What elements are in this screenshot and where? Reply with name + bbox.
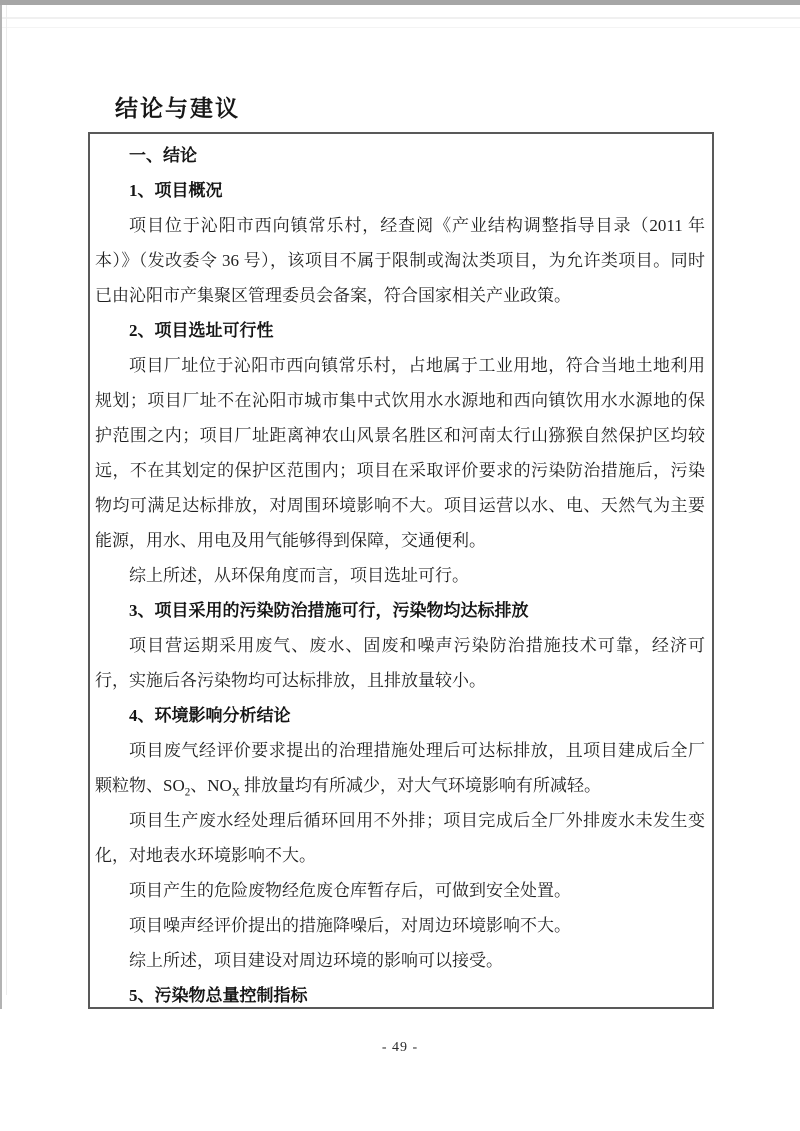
scan-line-left-faint — [6, 5, 7, 995]
heading-project-overview: 1、项目概况 — [129, 181, 223, 200]
heading-site-feasibility: 2、项目选址可行性 — [129, 321, 274, 340]
scan-line-faint-1 — [0, 17, 800, 19]
paragraph-site-feasibility: 项目厂址位于沁阳市西向镇常乐村，占地属于工业用地，符合当地土地利用规划；项目厂址不在沁阳市城市集中式饮用水水源地和西向镇饮用水水源地的保护范围之内；项目厂址距离神农山风景名胜区和河南太行山猕猴自然保护区均较远，不在其划定的保护区范围内；项目在采取评价要求的污染防治措施后，污染物均可满足达标排放，对周围环境影响不大。项目运营以水、电、天然气为主要能源，用水、用电及用气能够得到保障，交通便利。 — [95, 356, 705, 550]
chapter-title: 结论与建议 — [115, 95, 240, 121]
paragraph-hazardous-waste: 项目产生的危险废物经危废仓库暂存后，可做到安全处置。 — [129, 881, 571, 900]
page-number: - 49 - — [381, 1040, 419, 1055]
scan-edge-left — [0, 5, 2, 1009]
conclusion-content-box — [88, 132, 714, 1009]
heading-pollution-control: 3、项目采用的污染防治措施可行，污染物均达标排放 — [129, 601, 529, 620]
paragraph-site-summary: 综上所述，从环保角度而言，项目选址可行。 — [129, 566, 469, 585]
paragraph-impact-summary: 综上所述，项目建设对周边环境的影响可以接受。 — [129, 951, 503, 970]
scan-edge-top — [0, 0, 800, 5]
heading-total-amount-control: 5、污染物总量控制指标 — [129, 986, 308, 1005]
paragraph-noise-impact: 项目噪声经评价提出的措施降噪后，对周边环境影响不大。 — [129, 916, 571, 935]
paragraph-wastewater-impact: 项目生产废水经处理后循环回用不外排；项目完成后全厂外排废水未发生变化，对地表水环境影响不大。 — [95, 811, 705, 865]
heading-impact-analysis: 4、环境影响分析结论 — [129, 706, 291, 725]
paragraph-pollution-control: 项目营运期采用废气、废水、固废和噪声污染防治措施技术可靠，经济可行，实施后各污染物均可达标排放，且排放量较小。 — [95, 636, 705, 690]
paragraph-project-overview: 项目位于沁阳市西向镇常乐村，经查阅《产业结构调整指导目录（2011 年本）》（发改委令 36 号），该项目不属于限制或淘汰类项目，为允许类项目。同时已由沁阳市产集聚区管理委员会备案，符合国家相关产业政策。 — [95, 216, 705, 305]
scan-line-faint-2 — [0, 27, 800, 28]
heading-conclusion: 一、结论 — [129, 146, 197, 165]
paragraph-air-impact: 项目废气经评价要求提出的治理措施处理后可达标排放，且项目建成后全厂颗粒物、$SO_2$、$NO_X$ 排放量均有所减少，对大气环境影响有所减轻。 — [95, 741, 705, 799]
